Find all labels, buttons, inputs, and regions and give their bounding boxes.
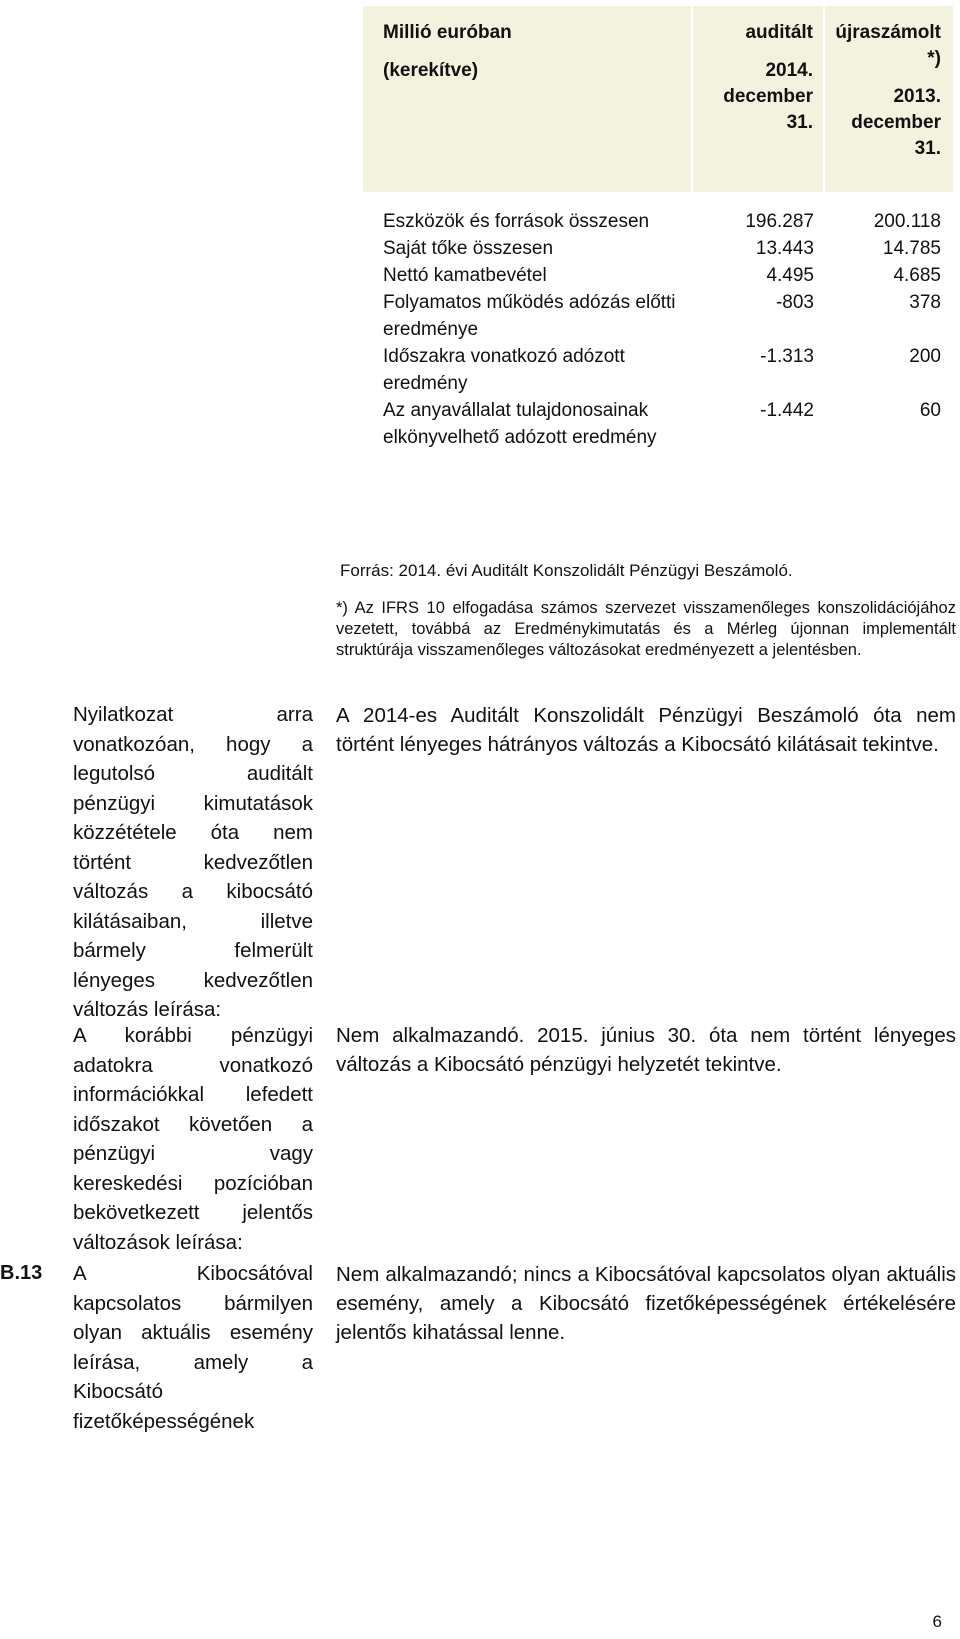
table-row — [363, 235, 953, 262]
table-row — [363, 262, 953, 289]
value-2014: 196.287 — [745, 211, 814, 232]
table-row — [363, 192, 953, 235]
header-line: 2014. — [765, 60, 813, 81]
column-header-2013 — [824, 6, 953, 192]
table-header-row — [363, 6, 953, 192]
row-label: Az anyavállalat tulajdonosainak elkönyvelhető adózott eredmény — [383, 400, 657, 448]
value-2013: 200 — [909, 346, 941, 367]
header-line: december — [723, 86, 813, 107]
section-label-solvency: A Kibocsátóval kapcsolatos bármilyen olyan aktuális esemény leírása, amely a Kibocsátó fizetőképességének — [73, 1262, 313, 1433]
table-row — [363, 289, 953, 343]
table-row — [363, 397, 953, 451]
header-line: *) — [927, 48, 941, 69]
unit-header-cell — [363, 6, 692, 192]
section-label-financial-change: A korábbi pénzügyi adatokra vonatkozó információkkal lefedett időszakot követően a pénzügyi vagy kereskedési pozícióban bekövetkezett jelentős változások leírása: — [73, 1024, 313, 1254]
header-line: 31. — [914, 138, 941, 159]
section-text-solvency: Nem alkalmazandó; nincs a Kibocsátóval kapcsolatos olyan aktuális esemény, amely a Kibocsátó fizetőképességének értékelésére jelentős kihatással lenne. — [336, 1263, 956, 1344]
source-line: Forrás: 2014. évi Auditált Konszolidált Pénzügyi Beszámoló. — [340, 561, 793, 580]
column-header-2014 — [692, 6, 824, 192]
row-label: Saját tőke összesen — [383, 238, 554, 259]
section-label-outlook: Nyilatkozat arra vonatkozóan, hogy a legutolsó auditált pénzügyi kimutatások közzététele óta nem történt kedvezőtlen változás a kibocsátó kilátásaiban, illetve bármely felmerült lényeges kedvezőtlen változás leírása: — [73, 703, 313, 1021]
table-row — [363, 343, 953, 397]
row-label: Folyamatos működés adózás előtti eredménye — [383, 292, 676, 340]
row-label: Nettó kamatbevétel — [383, 265, 547, 286]
header-line: újraszámolt — [835, 22, 941, 43]
value-2014: -1.313 — [760, 346, 814, 367]
value-2014: -1.442 — [760, 400, 814, 421]
header-line: december — [851, 112, 941, 133]
unit-note: (kerekítve) — [383, 60, 479, 81]
value-2013: 60 — [919, 400, 941, 421]
value-2014: 4.495 — [766, 265, 814, 286]
page-number: 6 — [932, 1612, 942, 1631]
value-2014: -803 — [775, 292, 814, 313]
section-text-financial-change: Nem alkalmazandó. 2015. június 30. óta nem történt lényeges változás a Kibocsátó pénzügyi helyzetét tekintve. — [336, 1024, 956, 1076]
value-2013: 378 — [909, 292, 941, 313]
value-2013: 200.118 — [873, 211, 941, 232]
unit-label: Millió euróban — [383, 22, 512, 43]
value-2014: 13.443 — [755, 238, 814, 259]
section-text-outlook: A 2014-es Auditált Konszolidált Pénzügyi Beszámoló óta nem történt lényeges hátrányos változás a Kibocsátó kilátásait tekintve. — [336, 704, 956, 756]
header-line: auditált — [745, 22, 813, 43]
row-label: Időszakra vonatkozó adózott eredmény — [383, 346, 625, 394]
value-2013: 14.785 — [882, 238, 941, 259]
value-2013: 4.685 — [893, 265, 941, 286]
header-line: 2013. — [893, 86, 941, 107]
financial-table — [363, 6, 953, 451]
header-line: 31. — [786, 112, 813, 133]
section-code: B.13 — [0, 1262, 43, 1284]
row-label: Eszközök és források összesen — [383, 211, 650, 232]
footnote: *) Az IFRS 10 elfogadása számos szervezet visszamenőleges konszolidációjához vezetett, továbbá az Eredménykimutatás és a Mérleg újonnan implementált struktúrája visszamenőleges változásokat eredményezett a jelentésben. — [336, 599, 956, 659]
